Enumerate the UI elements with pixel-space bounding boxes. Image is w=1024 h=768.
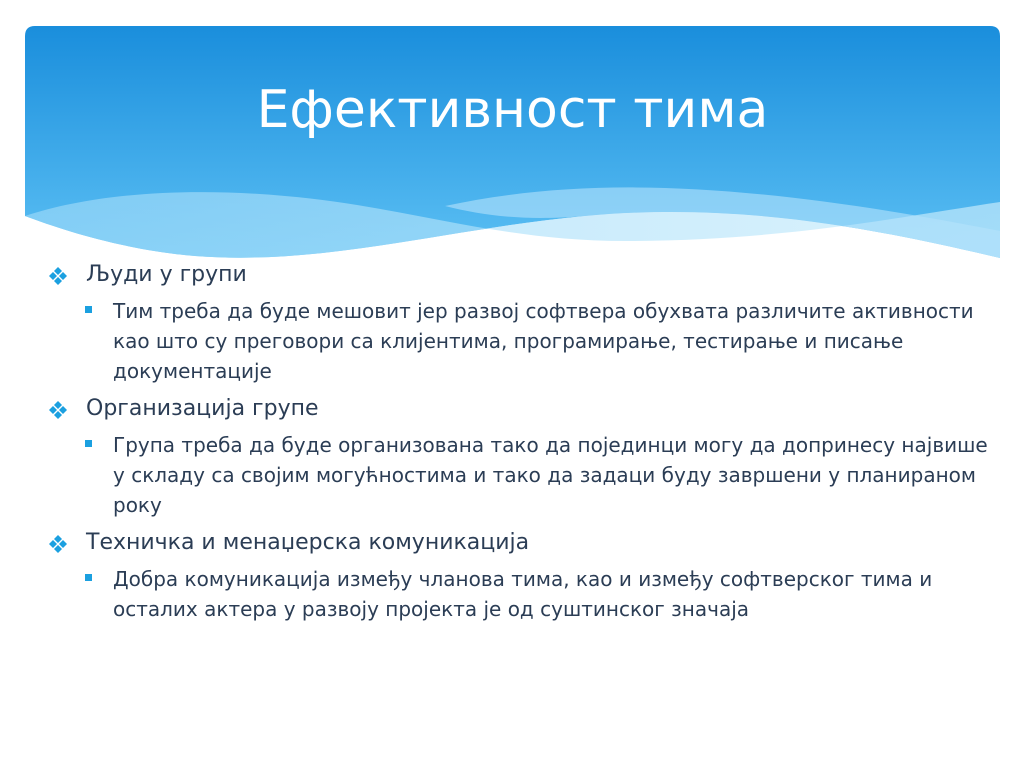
square-bullet-icon <box>85 306 92 313</box>
sub-bullet-text: Тим треба да буде мешовит јер развој софтвера обухвата различите активности као што су преговори са клијентима, програмирање, тестирање и писање документације <box>113 299 974 383</box>
sub-bullet-text: Група треба да буде организована тако да појединци могу да допринесу највише у складу са својим могућностима и тако да задаци буду завршени у планираном року <box>113 433 988 517</box>
bullet-item <box>48 392 988 426</box>
sub-bullet-item <box>48 564 988 624</box>
sub-bullet-item <box>48 430 988 520</box>
bullet-heading: Организација групе <box>86 396 319 421</box>
bullet-list <box>48 258 988 630</box>
diamond-bullet-icon <box>48 400 68 420</box>
sub-bullet-text: Добра комуникација између чланова тима, као и између софтверског тима и осталих актера у развоју пројекта је од суштинског значаја <box>113 567 933 621</box>
bullet-item <box>48 526 988 560</box>
slide-title: Ефективност тима <box>256 80 769 140</box>
header-banner <box>25 26 1000 286</box>
square-bullet-icon <box>85 574 92 581</box>
diamond-bullet-icon <box>48 266 68 286</box>
bullet-item <box>48 258 988 292</box>
bullet-heading: Људи у групи <box>86 262 247 287</box>
sub-bullet-item <box>48 296 988 386</box>
bullet-heading: Техничка и менаџерска комуникација <box>86 530 530 555</box>
square-bullet-icon <box>85 440 92 447</box>
diamond-bullet-icon <box>48 534 68 554</box>
